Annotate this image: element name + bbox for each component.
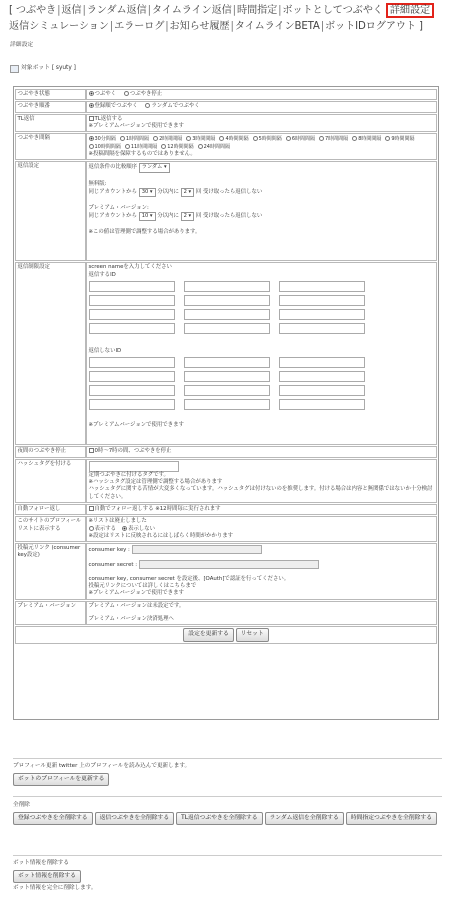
profile-update-text: プロフィール更新 twitter 上のプロフィールを読み込んで更新します。 [13, 763, 191, 769]
nav-tweet[interactable]: つぶやき [15, 5, 57, 16]
deny-id-input[interactable] [184, 357, 270, 368]
nav-tweet-as-bot[interactable]: ボットとしてつぶやく [282, 5, 383, 16]
delete-replies-button[interactable]: 返信つぶやきを全削除する [95, 812, 175, 826]
update-settings-button[interactable]: 設定を更新する [183, 628, 234, 642]
interval-note: ※投稿間隔を保障するものではありません。 [88, 151, 196, 158]
deny-id-input[interactable] [279, 371, 365, 382]
interval-radio[interactable] [219, 136, 224, 141]
order-rand-radio[interactable] [145, 103, 150, 108]
premium-status: プレミアム・バージョンは未設定です。 [88, 602, 185, 609]
hashtag-desc: 定期つぶやきに付けるタグです。 [88, 471, 169, 478]
allow-id-label: 返信するID [88, 271, 116, 278]
nav-reply-simulation[interactable]: 返信シミュレーション [9, 20, 109, 32]
consumer-options [86, 543, 437, 599]
row-interval [15, 133, 437, 160]
row-tl-reply [15, 114, 437, 133]
deny-id-input[interactable] [184, 399, 270, 410]
nav-timeline-beta[interactable]: タイムラインBETA [234, 20, 320, 32]
allow-id-input[interactable] [89, 281, 175, 292]
status-label: つぶやき状態 [15, 89, 86, 100]
interval-option-label: 9時間間隔 [391, 136, 415, 143]
interval-option-label: 7時間間隔 [325, 136, 349, 143]
allow-id-input[interactable] [184, 281, 270, 292]
prem-count-select[interactable]: 2 ▾ [181, 212, 195, 221]
interval-option-label: 2時間間隔 [159, 136, 183, 143]
reply-note: ※この値は管理側で調整する場合があります。 [88, 229, 201, 236]
nav-time-specified[interactable]: 時間指定 [236, 5, 278, 16]
allow-id-input[interactable] [184, 295, 270, 306]
divider [13, 796, 442, 797]
consumer-secret-input[interactable] [139, 560, 319, 569]
interval-option-label: 24時間間隔 [203, 144, 230, 151]
settings-table [15, 88, 437, 645]
order-seq-label: 登録順でつぶやく [94, 103, 138, 110]
prem-minutes-select[interactable]: 10 ▾ [139, 212, 156, 221]
consumer-note3: ※プレミアムバージョンで使用できます [88, 590, 184, 597]
profile-hide-label: 表示しない [128, 525, 156, 532]
nav-reply[interactable]: 返信 [61, 5, 82, 16]
update-profile-button[interactable]: ボットのプロフィールを更新する [13, 773, 109, 787]
nav-news-history[interactable]: お知らせ履歴 [169, 20, 230, 32]
interval-radio[interactable] [120, 136, 125, 141]
allow-id-input[interactable] [89, 323, 175, 334]
deny-id-input[interactable] [279, 399, 365, 410]
consumer-secret-label: consumer secret : [88, 562, 138, 569]
profile-list-note: ※リストは廃止しました [88, 518, 147, 525]
row-order [15, 101, 437, 112]
deny-id-input[interactable] [89, 371, 175, 382]
row-autofollow [15, 504, 437, 515]
interval-option [352, 136, 381, 142]
interval-option-label: 5時間間隔 [258, 136, 282, 143]
interval-radio[interactable] [153, 136, 158, 141]
row-premium [15, 601, 437, 626]
interval-option-label: 12時間間隔 [167, 144, 194, 151]
prem-mid: 分以内に [157, 213, 179, 220]
allow-id-grid [89, 281, 435, 334]
tl-reply-checkbox[interactable] [89, 116, 94, 121]
interval-radio[interactable] [286, 136, 291, 141]
settings-panel [13, 86, 439, 720]
hashtag-input[interactable] [89, 461, 179, 472]
interval-radio[interactable] [186, 136, 191, 141]
deny-id-input[interactable] [279, 357, 365, 368]
reply-label: 返信設定 [15, 161, 86, 261]
interval-option [253, 136, 282, 142]
status-on-label: つぶやく [94, 91, 117, 97]
nav-error-log[interactable]: エラーログ [114, 20, 165, 32]
autofollow-checkbox[interactable] [89, 506, 94, 511]
consumer-note1: consumer key, consumer secret を設定後、[OAuth]で認証を行ってください。 [88, 575, 290, 582]
row-consumer [15, 543, 437, 599]
interval-option-label: 4時間間隔 [225, 136, 249, 143]
interval-option-label: 3時間間隔 [192, 136, 216, 143]
interval-option-label: 8時間間隔 [358, 136, 382, 143]
interval-option [89, 136, 116, 142]
compare-label: 返信条件の比較順序 [88, 164, 138, 171]
row-reply-limit [15, 262, 437, 445]
bot-image-icon [10, 65, 19, 73]
order-options [86, 101, 437, 112]
prem-label: プレミアム・バージョン: [88, 204, 149, 211]
reply-limit-note: ※プレミアムバージョンで使用できます [88, 422, 184, 429]
divider [13, 855, 442, 856]
deny-id-input[interactable] [89, 385, 175, 396]
autofollow-options [86, 504, 437, 515]
bot-delete-note: ボット情報を完全に削除します。 [13, 885, 97, 892]
night-checkbox[interactable] [89, 448, 94, 453]
premium-link[interactable]: プレミアム・バージョン決済処理へ [88, 615, 174, 622]
interval-radio[interactable] [89, 136, 94, 141]
interval-radio[interactable] [352, 136, 357, 141]
bot-delete-section [13, 860, 96, 893]
allow-id-input[interactable] [89, 295, 175, 306]
interval-option [153, 136, 182, 142]
interval-radio[interactable] [385, 136, 390, 141]
tl-reply-check-label: TL返信する [94, 115, 123, 122]
interval-label: つぶやき間隔 [15, 133, 86, 160]
allow-id-input[interactable] [89, 309, 175, 320]
free-label: 無料版: [88, 180, 107, 187]
interval-radio[interactable] [253, 136, 258, 141]
night-check-label: 0時〜7時の間、つぶやきを停止 [94, 448, 172, 455]
top-nav: [ つぶやき|返信|ランダム返信|タイムライン返信|時間指定|ボットとしてつぶやく 詳細設定 返信シミュレーション|エラーログ|お知らせ履歴|タイムラインBETA|ボットIDログアウト ] [9, 3, 449, 34]
deny-id-input[interactable] [279, 385, 365, 396]
interval-option-label: 11時間間隔 [130, 144, 158, 151]
reply-options [86, 161, 437, 261]
status-off-radio[interactable] [124, 91, 129, 96]
hashtag-label: ハッシュタグを付ける [15, 459, 86, 503]
delete-tl-replies-button[interactable]: TL返信つぶやきを全削除する [176, 812, 262, 826]
prem-post: 回 受け取ったら返信しない [195, 213, 263, 220]
nav-random-reply[interactable]: ランダム返信 [86, 5, 147, 16]
interval-radio[interactable] [161, 144, 166, 149]
allow-id-input[interactable] [184, 323, 270, 334]
compare-select[interactable]: ランダム ▾ [139, 163, 170, 172]
reply-limit-label: 返信制限設定 [15, 262, 86, 445]
row-profile-list [15, 516, 437, 542]
nav-timeline-reply[interactable]: タイムライン返信 [151, 5, 232, 16]
row-night [15, 446, 437, 457]
deny-id-input[interactable] [184, 385, 270, 396]
profile-list-options [86, 516, 437, 542]
night-label: 夜間のつぶやき停止 [15, 446, 86, 457]
interval-radio[interactable] [319, 136, 324, 141]
allow-id-input[interactable] [279, 281, 365, 292]
free-count-select[interactable]: 2 ▾ [181, 188, 195, 197]
tl-reply-label: TL返信 [15, 114, 86, 133]
hashtag-options [86, 459, 437, 503]
order-seq-radio[interactable] [89, 103, 94, 108]
interval-option [125, 144, 157, 150]
interval-option-label: 30分間隔 [94, 136, 116, 143]
page-title: 詳細設定 [10, 42, 34, 48]
interval-option-label: 10時間間隔 [94, 144, 121, 151]
consumer-label: 投稿元リンク (consumer key設定) [15, 543, 86, 599]
profile-show-label: 表示する [94, 525, 117, 532]
delete-bot-button[interactable]: ボット情報を削除する [13, 870, 81, 884]
status-off-label: つぶやき停止 [129, 91, 163, 97]
interval-option-label: 6時間間隔 [291, 136, 315, 143]
interval-option [161, 144, 193, 150]
interval-radio[interactable] [89, 144, 94, 149]
interval-option [89, 144, 121, 150]
interval-radio[interactable] [125, 144, 130, 149]
target-bot [10, 65, 76, 73]
premium-label: プレミアム・バージョン [15, 601, 86, 626]
premium-options [86, 601, 437, 626]
autofollow-check-label: 自動でフォロー返しする ※12時間毎に実行されます [94, 505, 221, 512]
reply-limit-hint: screen nameを入力してください [88, 264, 172, 271]
interval-option [186, 136, 215, 142]
hashtag-note1: ※ハッシュタグ設定は管理側で調整する場合があります [88, 479, 223, 486]
allow-id-input[interactable] [279, 295, 365, 306]
deny-id-grid [89, 357, 435, 410]
delete-scheduled-button[interactable]: 時間指定つぶやきを全削除する [346, 812, 437, 826]
deny-id-label: 返信しないID [88, 348, 122, 355]
row-reply [15, 161, 437, 261]
allow-id-input[interactable] [184, 309, 270, 320]
interval-radio[interactable] [198, 144, 203, 149]
consumer-key-input[interactable] [132, 545, 262, 554]
nav-detail-settings[interactable]: 詳細設定 [386, 3, 434, 18]
night-options [86, 446, 437, 457]
deny-id-input[interactable] [184, 371, 270, 382]
autofollow-label: 自動フォロー返し [15, 504, 86, 515]
hashtag-note2: ハッシュタグに関する苦情が大変多くなっています。ハッシュタグは付けないのを推奨します。付ける場合は内容と無関係ではないか十分検討してください。 [88, 486, 433, 500]
delete-all-section [13, 802, 443, 828]
target-bot-label: 対象ボット [ syuty ] [21, 65, 76, 72]
profile-list-note2: ※設定はリストに反映されるにはしばらく時間がかかります [88, 532, 234, 539]
delete-all-title: 全削除 [13, 802, 30, 808]
free-mid: 分以内に [157, 188, 179, 195]
interval-options [86, 133, 437, 160]
reset-button[interactable]: リセット [236, 628, 269, 642]
tl-reply-options [86, 114, 437, 133]
free-minutes-select[interactable]: 30 ▾ [139, 188, 156, 197]
consumer-key-label: consumer key : [88, 547, 130, 554]
row-status [15, 89, 437, 100]
free-post: 回 受け取ったら返信しない [195, 188, 263, 195]
profile-hide-radio[interactable] [122, 526, 127, 531]
interval-option [319, 136, 348, 142]
interval-option [120, 136, 149, 142]
row-hashtag [15, 459, 437, 503]
deny-id-input[interactable] [89, 357, 175, 368]
divider [13, 758, 442, 759]
reply-limit-options [86, 262, 437, 445]
order-rand-label: ランダムでつぶやく [151, 103, 200, 110]
interval-option [198, 144, 230, 150]
interval-option [286, 136, 315, 142]
interval-option [385, 136, 414, 142]
submit-cell [15, 626, 437, 644]
interval-option [219, 136, 248, 142]
interval-option-label: 1時間間隔 [125, 136, 150, 143]
row-submit [15, 626, 437, 644]
allow-id-input[interactable] [279, 309, 365, 320]
status-options [86, 89, 437, 100]
status-on-radio[interactable] [89, 91, 94, 96]
tl-reply-note: ※プレミアムバージョンで使用できます [88, 122, 184, 129]
profile-list-label: このサイトのプロフィールリストに表示する [15, 516, 86, 542]
order-label: つぶやき順番 [15, 101, 86, 112]
consumer-note2[interactable]: 投稿元リンクについては詳しくはこちらまで [88, 583, 197, 590]
bot-delete-title: ボット情報を削除する [13, 860, 69, 866]
delete-tweets-button[interactable]: 登録つぶやきを全削除する [13, 812, 93, 826]
nav-logout[interactable]: ボットIDログアウト [325, 20, 416, 32]
delete-random-replies-button[interactable]: ランダム返信を全削除する [265, 812, 344, 826]
allow-id-input[interactable] [279, 323, 365, 334]
free-pre: 同じアカウントから [88, 188, 137, 195]
profile-show-radio[interactable] [89, 526, 94, 531]
deny-id-input[interactable] [89, 399, 175, 410]
prem-pre: 同じアカウントから [88, 213, 137, 220]
profile-update-section [13, 763, 190, 786]
